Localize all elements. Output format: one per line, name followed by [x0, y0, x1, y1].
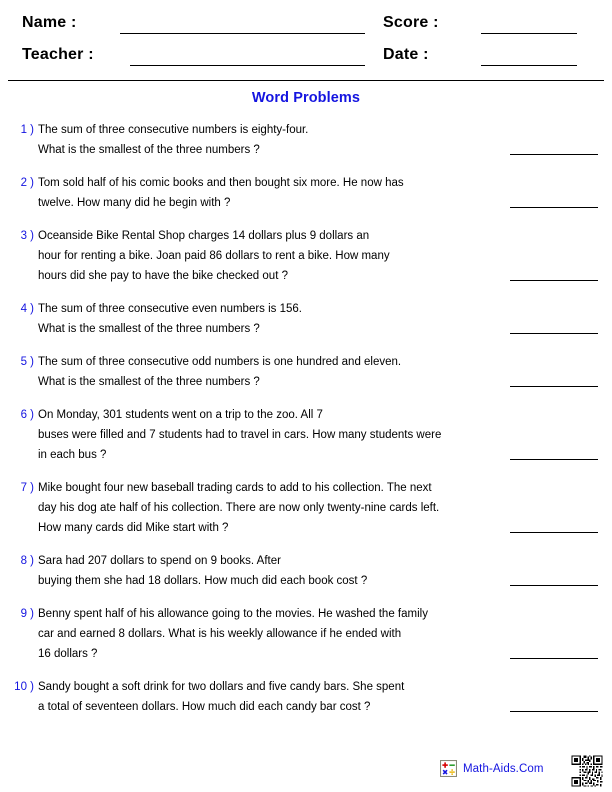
problem-text-line [38, 624, 612, 644]
problem-text-content: 16 dollars ? [38, 648, 98, 660]
problem-text-line [38, 604, 612, 624]
problem-number: 9 ) [20, 608, 34, 620]
problem-text-line [38, 226, 612, 246]
problem-text-line [38, 425, 612, 445]
problem-number: 2 ) [20, 177, 34, 189]
answer-input-line[interactable] [510, 386, 598, 387]
brand-label: Math-Aids.Com [463, 762, 544, 775]
answer-input-line[interactable] [510, 459, 598, 460]
problem-text-line [38, 571, 612, 591]
problem-text [38, 405, 612, 465]
problem-text [38, 478, 612, 538]
problem-text-line [38, 266, 612, 286]
problem-text-line [38, 445, 612, 465]
answer-input-line[interactable] [510, 154, 598, 155]
teacher-input-line[interactable] [130, 65, 365, 66]
problem-text [38, 604, 612, 664]
problem-text-line [38, 193, 612, 213]
problem-item [0, 226, 612, 286]
problem-item [0, 173, 612, 213]
problem-item [0, 352, 612, 392]
problem-text-line [38, 299, 612, 319]
problem-text-line [38, 677, 612, 697]
problem-text-line [38, 372, 612, 392]
problem-text-content: twelve. How many did he begin with ? [38, 197, 231, 209]
answer-input-line[interactable] [510, 333, 598, 334]
problem-item [0, 604, 612, 664]
qr-code-icon[interactable] [570, 754, 604, 788]
problem-item [0, 405, 612, 465]
problem-text-line [38, 173, 612, 193]
problem-text-line [38, 405, 612, 425]
problem-item [0, 299, 612, 339]
problem-text-content: The sum of three consecutive odd numbers is one hundred and eleven. [38, 356, 402, 368]
worksheet-header [0, 0, 612, 80]
answer-input-line[interactable] [510, 711, 598, 712]
problem-text-line [38, 120, 612, 140]
problem-text-content: Sara had 207 dollars to spend on 9 books. After [38, 555, 281, 567]
problem-item [0, 478, 612, 538]
problem-text-line [38, 478, 612, 498]
date-input-line[interactable] [481, 65, 577, 66]
problem-text-line [38, 246, 612, 266]
problem-text [38, 226, 612, 286]
problem-text-content: buying them she had 18 dollars. How much did each book cost ? [38, 575, 368, 587]
date-label: Date : [383, 46, 429, 63]
problem-text-line [38, 319, 612, 339]
answer-input-line[interactable] [510, 532, 598, 533]
problem-text-content: Mike bought four new baseball trading cards to add to his collection. The next [38, 482, 432, 494]
answer-input-line[interactable] [510, 658, 598, 659]
problem-text-content: On Monday, 301 students went on a trip to the zoo. All 7 [38, 409, 323, 421]
problem-item [0, 677, 612, 717]
problem-text-line [38, 697, 612, 717]
problem-text-line [38, 352, 612, 372]
problem-text-content: hour for renting a bike. Joan paid 86 dollars to rent a bike. How many [38, 250, 390, 262]
problem-text-content: Oceanside Bike Rental Shop charges 14 dollars plus 9 dollars an [38, 230, 370, 242]
problem-text-content: How many cards did Mike start with ? [38, 522, 229, 534]
problem-number: 5 ) [20, 356, 34, 368]
problem-text [38, 173, 612, 213]
math-aids-brand[interactable] [440, 760, 544, 777]
problem-text-content: car and earned 8 dollars. What is his weekly allowance if he ended with [38, 628, 402, 640]
problem-number: 1 ) [20, 124, 34, 136]
score-input-line[interactable] [481, 33, 577, 34]
problem-number: 3 ) [20, 230, 34, 242]
problem-number: 4 ) [20, 303, 34, 315]
problem-text [38, 677, 612, 717]
problem-text-content: Tom sold half of his comic books and then bought six more. He now has [38, 177, 404, 189]
problem-text-content: in each bus ? [38, 449, 107, 461]
answer-input-line[interactable] [510, 207, 598, 208]
problem-text-content: a total of seventeen dollars. How much did each candy bar cost ? [38, 701, 371, 713]
problem-number: 6 ) [20, 409, 34, 421]
problem-text-line [38, 644, 612, 664]
problem-text [38, 551, 612, 591]
problem-text [38, 352, 612, 392]
problem-text-line [38, 518, 612, 538]
problem-text [38, 120, 612, 160]
problem-number: 7 ) [20, 482, 34, 494]
problem-item [0, 120, 612, 160]
page-title: Word Problems [251, 90, 361, 106]
problem-text-content: hours did she pay to have the bike checked out ? [38, 270, 288, 282]
problem-text-content: Benny spent half of his allowance going to the movies. He washed the family [38, 608, 428, 620]
problem-text-content: What is the smallest of the three numbers ? [38, 376, 260, 388]
name-input-line[interactable] [120, 33, 365, 34]
problem-text-content: day his dog ate half of his collection. There are now only twenty-nine cards left. [38, 502, 440, 514]
problem-text-content: What is the smallest of the three numbers ? [38, 323, 260, 335]
problem-number: 8 ) [20, 555, 34, 567]
problem-list [0, 120, 612, 730]
answer-input-line[interactable] [510, 280, 598, 281]
problem-text-line [38, 140, 612, 160]
name-label: Name : [22, 14, 77, 31]
problem-text-content: The sum of three consecutive numbers is eighty-four. [38, 124, 309, 136]
problem-text [38, 299, 612, 339]
math-operators-icon [440, 760, 457, 777]
problem-number: 10 ) [14, 681, 34, 693]
problem-text-content: buses were filled and 7 students had to travel in cars. How many students were [38, 429, 442, 441]
score-label: Score : [383, 14, 439, 31]
header-divider [8, 80, 604, 81]
teacher-label: Teacher : [22, 46, 94, 63]
problem-text-content: The sum of three consecutive even numbers is 156. [38, 303, 303, 315]
problem-text-content: What is the smallest of the three numbers ? [38, 144, 260, 156]
worksheet-footer [0, 752, 612, 792]
problem-item [0, 551, 612, 591]
answer-input-line[interactable] [510, 585, 598, 586]
problem-text-line [38, 498, 612, 518]
problem-text-line [38, 551, 612, 571]
problem-text-content: Sandy bought a soft drink for two dollars and five candy bars. She spent [38, 681, 405, 693]
